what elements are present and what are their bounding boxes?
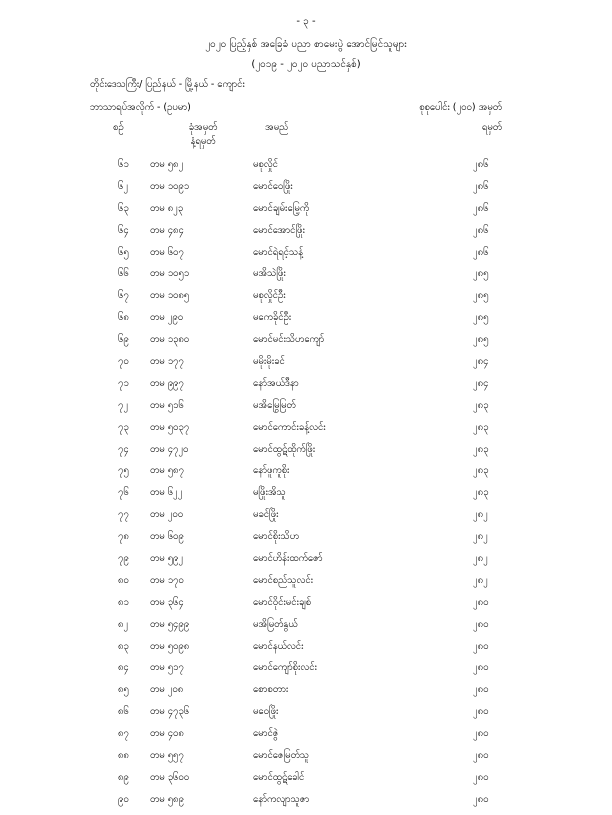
pass-info: စုစုပေါင်း (၂၀၀) အမှတ် [419,102,502,113]
total-mark: ၂၈၄ [473,356,489,368]
roll-number: တမ ၅၄၉၉ [150,618,190,630]
row-number: ၈၁ [118,596,129,608]
student-name: မောင်ထွဋ်ထိုက်ဖြိုး [253,443,316,455]
total-mark: ၂၈၂ [473,509,488,521]
total-mark: ၂၈၅ [473,312,489,324]
student-name: မစုလှိုင်ဦး [253,290,286,302]
table-row [0,486,612,508]
student-name: မအိမြတ်နွယ် [253,618,298,630]
header-roll-line2: နံ့ရမှတ် [190,136,216,147]
total-mark: ၂၈၃ [473,421,489,433]
table-row [0,552,612,574]
table-row [0,640,612,662]
header-name: အမည် [265,122,289,133]
table-row [0,246,612,268]
row-number: ၇၈ [118,531,129,543]
total-mark: ၂၈၅ [473,334,489,346]
roll-number: တမ ၆၀၇ [150,246,184,258]
row-number: ၆၅ [118,246,129,258]
row-number: ၇၁ [118,377,129,389]
roll-number: တမ ၅၉၂ [150,553,184,565]
table-row [0,749,612,771]
student-name: နော်ဖူကူစိုး [253,465,290,477]
student-name: မောင်နယ်လင်း [253,640,304,652]
roll-number: တမ ၆၂၂ [150,487,183,499]
student-name: မအိသဲဖြိုး [253,268,286,280]
row-number: ၆၆ [118,268,129,280]
table-row [0,618,612,640]
table-row [0,574,612,596]
row-number: ၆၇ [118,290,129,302]
table-row [0,333,612,355]
table-row [0,508,612,530]
total-mark: ၂၈၀ [473,662,489,674]
row-number: ၈၆ [118,706,129,718]
row-number: ၈၂ [118,618,129,630]
total-mark: ၂၈၀ [473,728,489,740]
roll-number: တမ ၅၈၂ [150,159,184,170]
total-mark: ၂၈၂ [473,531,488,543]
row-number: ၆၂ [118,180,129,192]
table-row [0,705,612,727]
row-number: ၆၉ [118,334,129,346]
row-number: ၇၂ [118,399,129,411]
row-number: ၈၈ [118,750,129,762]
region-line: တိုင်းဒေသကြီး/ ပြည်နယ် - မြို့နယ် - ကျောင်း [90,79,245,90]
row-number: ၆၄ [118,224,129,236]
total-mark: ၂၈၀ [473,640,489,652]
table-row [0,311,612,333]
total-mark: ၂၈၅ [473,268,489,280]
row-number: ၈၀ [118,574,129,586]
row-number: ၆၃ [118,202,129,214]
roll-number: တမ ၄၀၈ [150,728,184,740]
roll-number: တမ ၆၀၉ [150,531,184,543]
student-name: မောင်ဟိန်းထက်ဇော် [253,553,323,565]
student-name: မဝေဖြိုး [253,706,279,718]
student-name: မောင်စိုးသိဟ [253,531,299,543]
student-name: မောင်ထွဋ်ခေါင် [253,771,305,783]
student-name: မောင်ကောင်းခန့်လင်း [253,421,326,433]
row-number: ၇၀ [118,356,129,368]
total-mark: ၂၈၀ [473,706,489,718]
row-number: ၇၆ [118,487,129,499]
header-roll-line1: ခုံအမှတ် [188,122,218,133]
page-number: - ၃ - [296,16,316,27]
roll-number: တမ ၅၈၇ [150,465,184,477]
roll-number: တမ ၅၈၉ [150,793,184,805]
roll-number: တမ ၉၉၇ [150,377,184,389]
table-row [0,267,612,289]
table-row [0,224,612,246]
table-row [0,180,612,202]
roll-number: တမ ၁၇၀ [150,574,184,586]
row-number: ၉၀ [118,793,129,805]
row-number: ၆၁ [118,159,129,170]
total-mark: ၂၈၀ [473,684,489,696]
student-name: မောင်ဇွဲ [253,728,279,740]
row-number: ၇၇ [118,509,129,521]
roll-number: တမ ၁၃၈၀ [150,334,190,346]
table-row [0,399,612,421]
student-name: မောင်ချမ်းမြေ့ကို [253,202,310,214]
results-list [0,158,612,815]
table-row [0,793,612,815]
roll-number: တမ ၃၆၄ [150,596,184,608]
total-mark: ၂၈၀ [473,750,489,762]
table-row [0,530,612,552]
student-name: နော်အယ်ဒီနာ [253,377,299,389]
student-name: မောင်ရဲရင့်သန့် [253,246,304,258]
row-number: ၈၉ [118,771,129,783]
total-mark: ၂၈၀ [473,596,489,608]
student-name: မောင်အောင်ဖြိုး [253,224,305,236]
row-number: ၈၇ [118,728,129,740]
table-row [0,421,612,443]
roll-number: တမ ၁၀၉၁ [150,180,190,192]
total-mark: ၂၈၂ [473,553,488,565]
student-name: မခင်ဖြိုး [253,509,279,521]
total-mark: ၂၈၆ [473,246,489,258]
total-mark: ၂၈၃ [473,487,489,499]
total-mark: ၂၈၀ [473,793,489,805]
total-mark: ၂၈၅ [473,290,489,302]
student-name: မဖြိုးအိသူ [253,487,286,499]
row-number: ၇၅ [118,465,129,477]
roll-number: တမ ၂၀၀ [150,509,184,521]
roll-number: တမ ၁၀၅၁ [150,268,190,280]
roll-number: တမ ၅၅၇ [150,750,184,762]
total-mark: ၂၈၆ [473,202,489,214]
table-row [0,443,612,465]
student-name: မကေခိုင်ဦး [253,312,292,324]
row-number: ၈၅ [118,684,129,696]
student-name: မောင်ကျော်စိုးလင်း [253,662,317,674]
roll-number: တမ ၂၉၀ [150,312,184,324]
table-row [0,771,612,793]
row-number: ၇၄ [118,443,129,455]
total-mark: ၂၈၆ [473,224,489,236]
subject-line: ဘာသာရပ်အလိုက် - (ဥပမာ) [90,102,191,113]
roll-number: တမ ၄၈၄ [150,224,184,236]
roll-number: တမ ၅၀၉၈ [150,640,190,652]
roll-number: တမ ၂၀၈ [150,684,184,696]
row-number: ၇၃ [118,421,129,433]
student-name: မောင်ဝိုင်းမင်းချစ် [253,596,312,608]
total-mark: ၂၈၀ [473,618,489,630]
total-mark: ၂၈၆ [473,159,489,170]
student-name: မောင်မင်းသိဟကျော် [253,334,325,346]
table-row [0,355,612,377]
total-mark: ၂၈၄ [473,377,489,389]
student-name: မအိမြွေမြတ် [253,399,296,411]
student-name: မောင်စည်သူလင်း [253,574,314,586]
header-total: ရမှတ် [481,122,502,133]
table-row [0,158,612,180]
student-name: မောင်ဝေဖြိုး [253,180,293,192]
roll-number: တမ ၅၁၆ [150,399,184,411]
table-row [0,683,612,705]
roll-number: တမ ၈၂၃ [150,202,184,214]
row-number: ၆၈ [118,312,129,324]
table-row [0,661,612,683]
total-mark: ၂၈၃ [473,465,489,477]
table-row [0,596,612,618]
total-mark: ၂၈၃ [473,443,489,455]
table-row [0,377,612,399]
table-row [0,727,612,749]
total-mark: ၂၈၂ [473,574,488,586]
roll-number: တမ ၅၁၇ [150,662,184,674]
roll-number: တမ ၁၇၇ [150,356,184,368]
student-name: မောင်ဇေမြတ်သူ [253,750,310,762]
total-mark: ၂၈၀ [473,771,489,783]
roll-number: တမ ၁၀၈၅ [150,290,190,302]
header-no: စဉ် [113,122,124,133]
roll-number: တမ ၄၇၂၀ [150,443,189,455]
page-subtitle: (၂၀၁၉ - ၂၀၂၀ ပညာသင်နှစ်) [251,59,361,70]
roll-number: တမ ၅၀၃၇ [150,421,190,433]
total-mark: ၂၈၃ [473,399,489,411]
student-name: မစုလှိုင် [253,159,278,170]
table-row [0,289,612,311]
roll-number: တမ ၃၆၀၀ [150,771,190,783]
total-mark: ၂၈၆ [473,180,489,192]
row-number: ၈၃ [118,640,129,652]
student-name: နော်ကလျာသူဇာ [253,793,310,805]
page-title: ၂၀၂၀ ပြည့်နှစ် အခြေခံ ပညာ စာမေးပွဲ အောင်မြင်သူများ [205,39,407,50]
student-name: မမိုးမိုးခင် [253,356,285,368]
table-row [0,202,612,224]
student-name: စောစတား [253,684,289,696]
row-number: ၇၉ [118,553,129,565]
roll-number: တမ ၄၇၃၆ [150,706,190,718]
table-row [0,464,612,486]
row-number: ၈၄ [118,662,129,674]
header-roll [148,121,258,149]
